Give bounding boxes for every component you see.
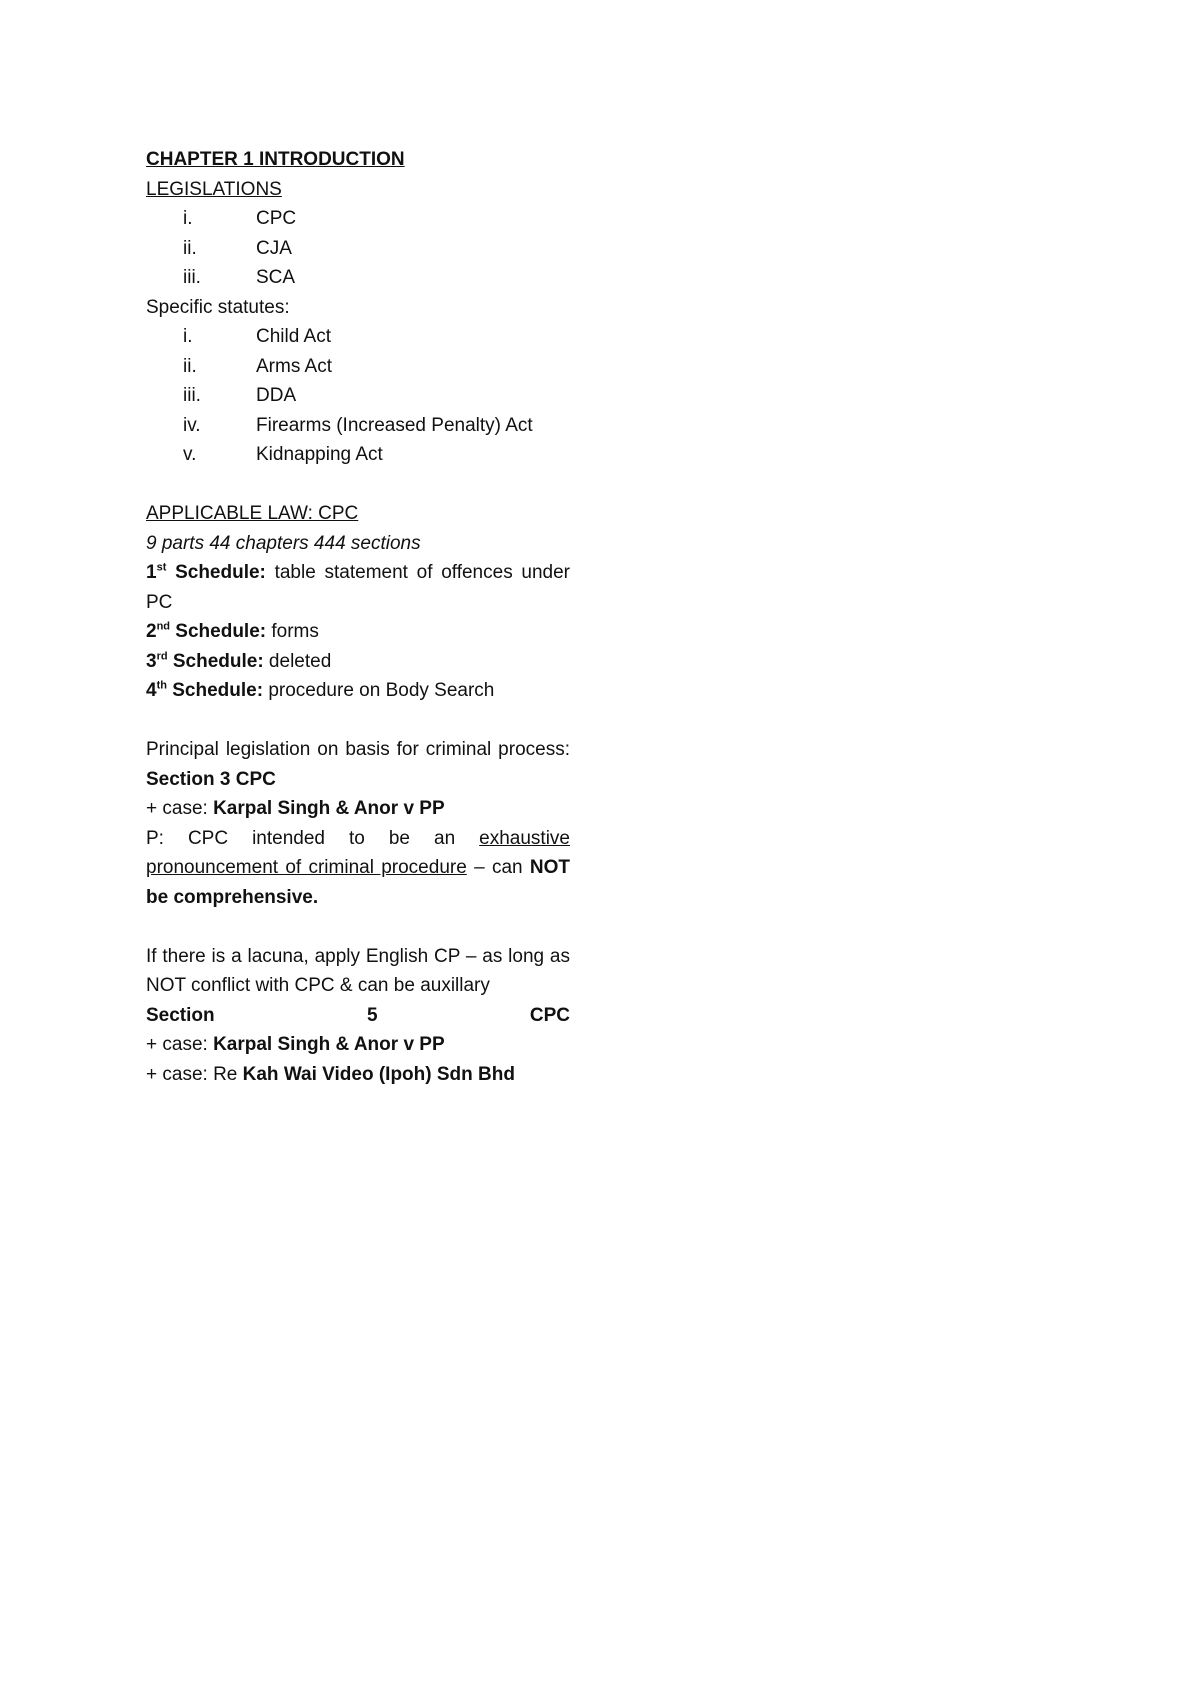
case-line [146,1030,570,1060]
ordinal-number: 4 [146,680,157,701]
legislations-heading: LEGISLATIONS [146,178,282,200]
list-item [146,411,570,441]
list-number: i. [183,326,193,347]
section-word: Section [146,1004,215,1026]
schedule-text: forms [266,621,319,642]
list-item [146,234,570,264]
paragraph-gap [146,706,570,736]
ordinal-suffix: st [156,561,167,574]
lacuna-paragraph: If there is a lacuna, apply English CP – as long as NOT conflict with CPC & can be auxillary [146,945,570,996]
schedule-2 [146,617,570,647]
list-text: Firearms (Increased Penalty) Act [256,414,533,436]
ordinal-number: 1 [146,562,157,583]
schedule-text: procedure on Body Search [263,680,495,701]
list-text: CPC [256,208,297,229]
principal-legislation-paragraph [146,735,570,794]
case-prefix: + case: [146,1034,214,1055]
list-number: ii. [183,237,197,259]
schedule-label: Schedule: [166,680,264,701]
schedule-ordinal [146,621,266,642]
chapter-title: CHAPTER 1 INTRODUCTION [146,149,405,170]
list-item [146,322,570,352]
list-text: DDA [256,385,297,406]
schedule-ordinal [146,562,266,583]
case-name: Karpal Singh & Anor v PP [213,798,445,819]
principle-paragraph [146,824,570,913]
ordinal-suffix: rd [156,650,168,663]
list-number: i. [183,208,193,229]
principal-section: Section 3 CPC [146,768,276,790]
schedule-label: Schedule: [170,621,267,642]
list-number: v. [183,444,197,465]
case-name: Kah Wai Video (Ipoh) Sdn Bhd [242,1063,515,1085]
principal-text: Principal legislation on basis for criminal process: [146,739,570,760]
list-item [146,381,570,411]
principle-suffix: – can [466,857,530,878]
schedule-3 [146,647,570,677]
case-line [146,1060,570,1090]
document-body [146,145,570,1089]
list-item [146,263,570,293]
case-name: Karpal Singh & Anor v PP [213,1034,445,1055]
schedule-1 [146,558,570,617]
schedule-ordinal [146,651,264,672]
ordinal-suffix: th [156,679,167,692]
list-number: iv. [183,414,201,436]
list-item [146,352,570,382]
list-item [146,440,570,470]
schedule-ordinal [146,680,263,701]
list-text: Kidnapping Act [256,444,383,465]
ordinal-suffix: nd [156,620,171,633]
paragraph-gap [146,470,570,500]
list-item [146,204,570,234]
ordinal-number: 2 [146,621,157,642]
paragraph-gap [146,912,570,942]
case-prefix: + case: [146,798,214,819]
applicable-law-heading: APPLICABLE LAW: CPC [146,503,359,524]
schedule-text: deleted [263,650,332,672]
section-5-line [146,1001,570,1031]
principle-underlined: exhaustive pronouncement of criminal procedure [146,827,570,878]
schedule-4 [146,676,570,706]
case-prefix: + case: Re [146,1063,243,1085]
principle-prefix: P: CPC intended to be an [146,827,480,849]
schedule-label: Schedule: [167,650,264,672]
list-text: CJA [256,237,292,259]
schedule-label: Schedule: [166,562,266,583]
section-act: CPC [529,1004,570,1026]
principle-bold-end: NOT be comprehensive. [146,857,570,908]
list-text: Child Act [256,326,331,347]
section-number: 5 [366,1004,378,1026]
case-line [146,794,570,824]
list-number: ii. [183,355,197,377]
list-text: SCA [256,267,296,288]
list-number: iii. [183,267,201,288]
ordinal-number: 3 [146,650,157,672]
list-text: Arms Act [256,355,333,377]
cpc-summary: 9 parts 44 chapters 444 sections [146,532,421,554]
specific-statutes-heading: Specific statutes: [146,296,290,318]
schedule-text: table statement of offences under PC [146,562,570,613]
list-number: iii. [183,385,201,406]
